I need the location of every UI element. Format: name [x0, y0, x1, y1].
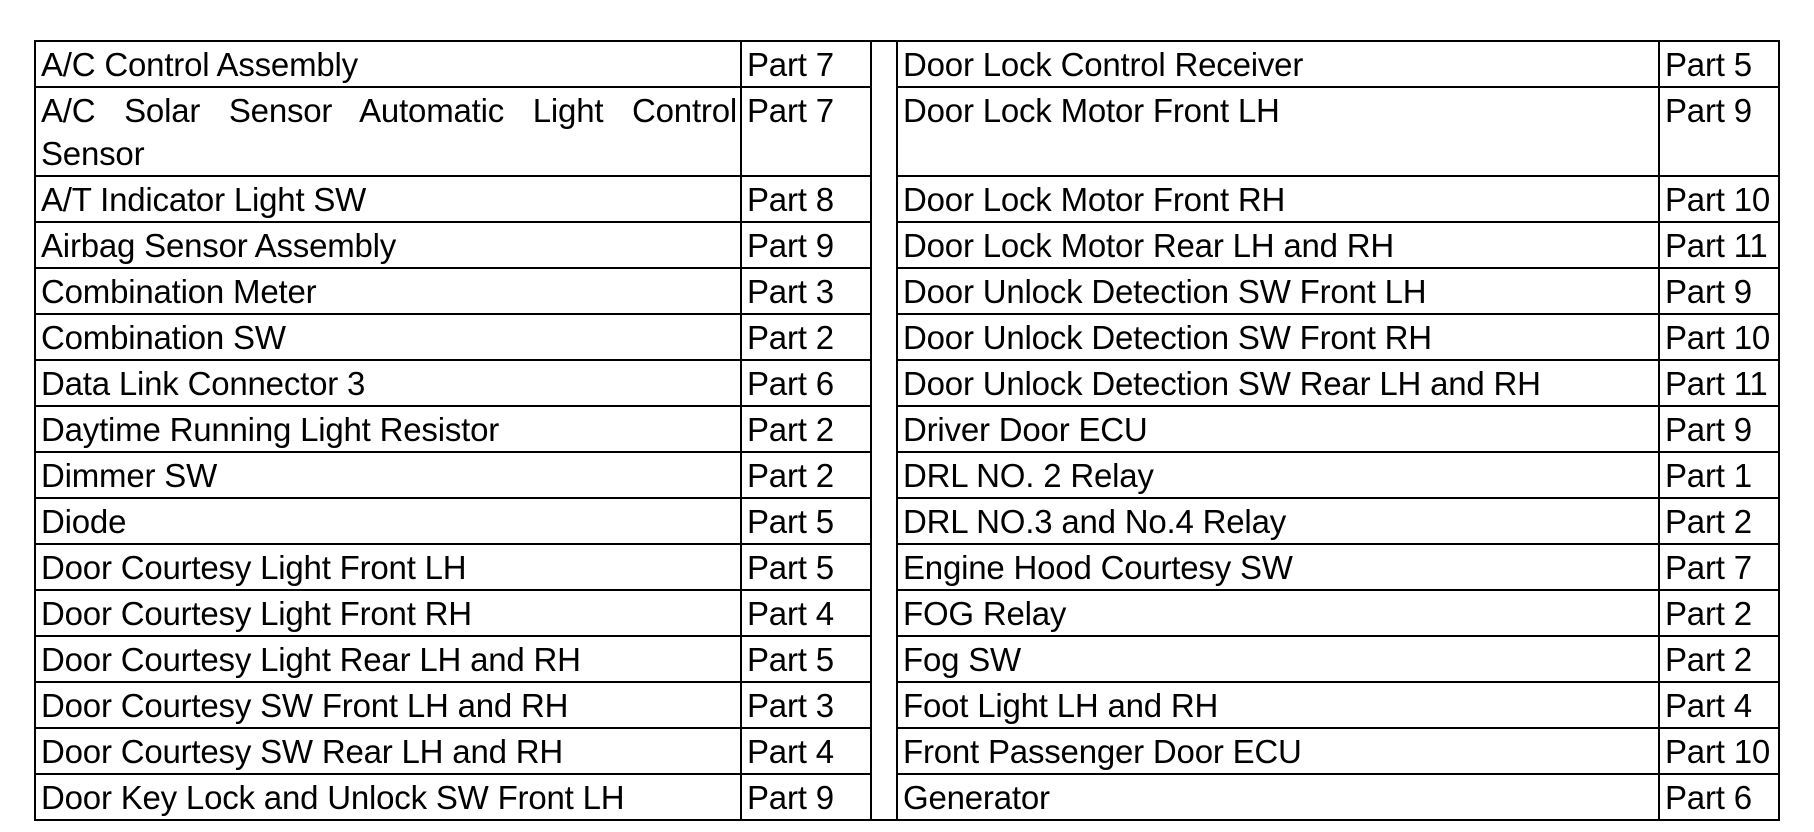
left-part-number: Part 2: [741, 314, 871, 360]
table-row: [35, 636, 1779, 682]
right-part-number: Part 9: [1659, 87, 1779, 176]
column-gap: [871, 452, 897, 498]
left-part-number: Part 2: [741, 452, 871, 498]
table-row: [35, 268, 1779, 314]
left-component-name: Daytime Running Light Resistor: [35, 406, 741, 452]
right-component-name: Foot Light LH and RH: [897, 682, 1659, 728]
left-component-name: Door Key Lock and Unlock SW Front LH: [35, 774, 741, 820]
right-part-number: Part 2: [1659, 498, 1779, 544]
left-component-name: Airbag Sensor Assembly: [35, 222, 741, 268]
column-gap: [871, 774, 897, 820]
right-component-name: Door Lock Motor Front LH: [897, 87, 1659, 176]
left-part-number: Part 9: [741, 222, 871, 268]
left-component-name: Dimmer SW: [35, 452, 741, 498]
column-gap: [871, 406, 897, 452]
right-component-name: Door Unlock Detection SW Rear LH and RH: [897, 360, 1659, 406]
right-part-number: Part 1: [1659, 452, 1779, 498]
left-component-name: Data Link Connector 3: [35, 360, 741, 406]
left-part-number: Part 4: [741, 728, 871, 774]
table-row: [35, 176, 1779, 222]
right-part-number: Part 10: [1659, 728, 1779, 774]
column-gap: [871, 176, 897, 222]
left-part-number: Part 7: [741, 41, 871, 87]
right-component-name: Door Lock Motor Rear LH and RH: [897, 222, 1659, 268]
right-component-name: DRL NO.3 and No.4 Relay: [897, 498, 1659, 544]
column-gap: [871, 498, 897, 544]
left-component-name: Door Courtesy SW Rear LH and RH: [35, 728, 741, 774]
column-gap: [871, 544, 897, 590]
table-row: [35, 544, 1779, 590]
right-component-name: Generator: [897, 774, 1659, 820]
left-component-name: Diode: [35, 498, 741, 544]
right-component-name: Front Passenger Door ECU: [897, 728, 1659, 774]
left-part-number: Part 5: [741, 498, 871, 544]
left-component-name: Combination SW: [35, 314, 741, 360]
right-part-number: Part 9: [1659, 268, 1779, 314]
table-row: [35, 452, 1779, 498]
right-component-name: Engine Hood Courtesy SW: [897, 544, 1659, 590]
column-gap: [871, 682, 897, 728]
right-part-number: Part 9: [1659, 406, 1779, 452]
right-part-number: Part 11: [1659, 222, 1779, 268]
right-part-number: Part 10: [1659, 314, 1779, 360]
right-part-number: Part 11: [1659, 360, 1779, 406]
column-gap: [871, 728, 897, 774]
column-gap: [871, 360, 897, 406]
table-row: [35, 41, 1779, 87]
component-index-table: [34, 40, 1780, 821]
right-component-name: DRL NO. 2 Relay: [897, 452, 1659, 498]
right-part-number: Part 5: [1659, 41, 1779, 87]
right-part-number: Part 7: [1659, 544, 1779, 590]
left-component-name: A/T Indicator Light SW: [35, 176, 741, 222]
left-component-name: Door Courtesy Light Front LH: [35, 544, 741, 590]
left-part-number: Part 8: [741, 176, 871, 222]
right-component-name: FOG Relay: [897, 590, 1659, 636]
right-part-number: Part 10: [1659, 176, 1779, 222]
column-gap: [871, 314, 897, 360]
left-component-name: Door Courtesy SW Front LH and RH: [35, 682, 741, 728]
right-part-number: Part 6: [1659, 774, 1779, 820]
table-row: [35, 590, 1779, 636]
table-row: [35, 682, 1779, 728]
table-row: [35, 406, 1779, 452]
column-gap: [871, 636, 897, 682]
right-component-name: Door Unlock Detection SW Front LH: [897, 268, 1659, 314]
left-part-number: Part 3: [741, 268, 871, 314]
left-component-name: A/C Control Assembly: [35, 41, 741, 87]
column-gap: [871, 590, 897, 636]
right-part-number: Part 2: [1659, 590, 1779, 636]
table-row: [35, 360, 1779, 406]
right-component-name: Fog SW: [897, 636, 1659, 682]
left-part-number: Part 5: [741, 636, 871, 682]
right-part-number: Part 2: [1659, 636, 1779, 682]
table-row: [35, 87, 1779, 176]
table-row: [35, 222, 1779, 268]
left-component-name: A/C Solar Sensor Automatic Light Control Sensor: [35, 87, 741, 176]
left-component-name: Door Courtesy Light Rear LH and RH: [35, 636, 741, 682]
left-component-name: Door Courtesy Light Front RH: [35, 590, 741, 636]
table-row: [35, 774, 1779, 820]
left-component-name: Combination Meter: [35, 268, 741, 314]
left-part-number: Part 4: [741, 590, 871, 636]
component-index-body: [35, 41, 1779, 820]
right-component-name: Door Lock Motor Front RH: [897, 176, 1659, 222]
right-component-name: Driver Door ECU: [897, 406, 1659, 452]
right-component-name: Door Unlock Detection SW Front RH: [897, 314, 1659, 360]
column-gap: [871, 222, 897, 268]
table-row: [35, 498, 1779, 544]
right-part-number: Part 4: [1659, 682, 1779, 728]
left-part-number: Part 5: [741, 544, 871, 590]
left-part-number: Part 9: [741, 774, 871, 820]
left-part-number: Part 3: [741, 682, 871, 728]
column-gap: [871, 87, 897, 176]
left-part-number: Part 6: [741, 360, 871, 406]
left-part-number: Part 2: [741, 406, 871, 452]
table-row: [35, 314, 1779, 360]
table-row: [35, 728, 1779, 774]
column-gap: [871, 268, 897, 314]
right-component-name: Door Lock Control Receiver: [897, 41, 1659, 87]
column-gap: [871, 41, 897, 87]
left-part-number: Part 7: [741, 87, 871, 176]
